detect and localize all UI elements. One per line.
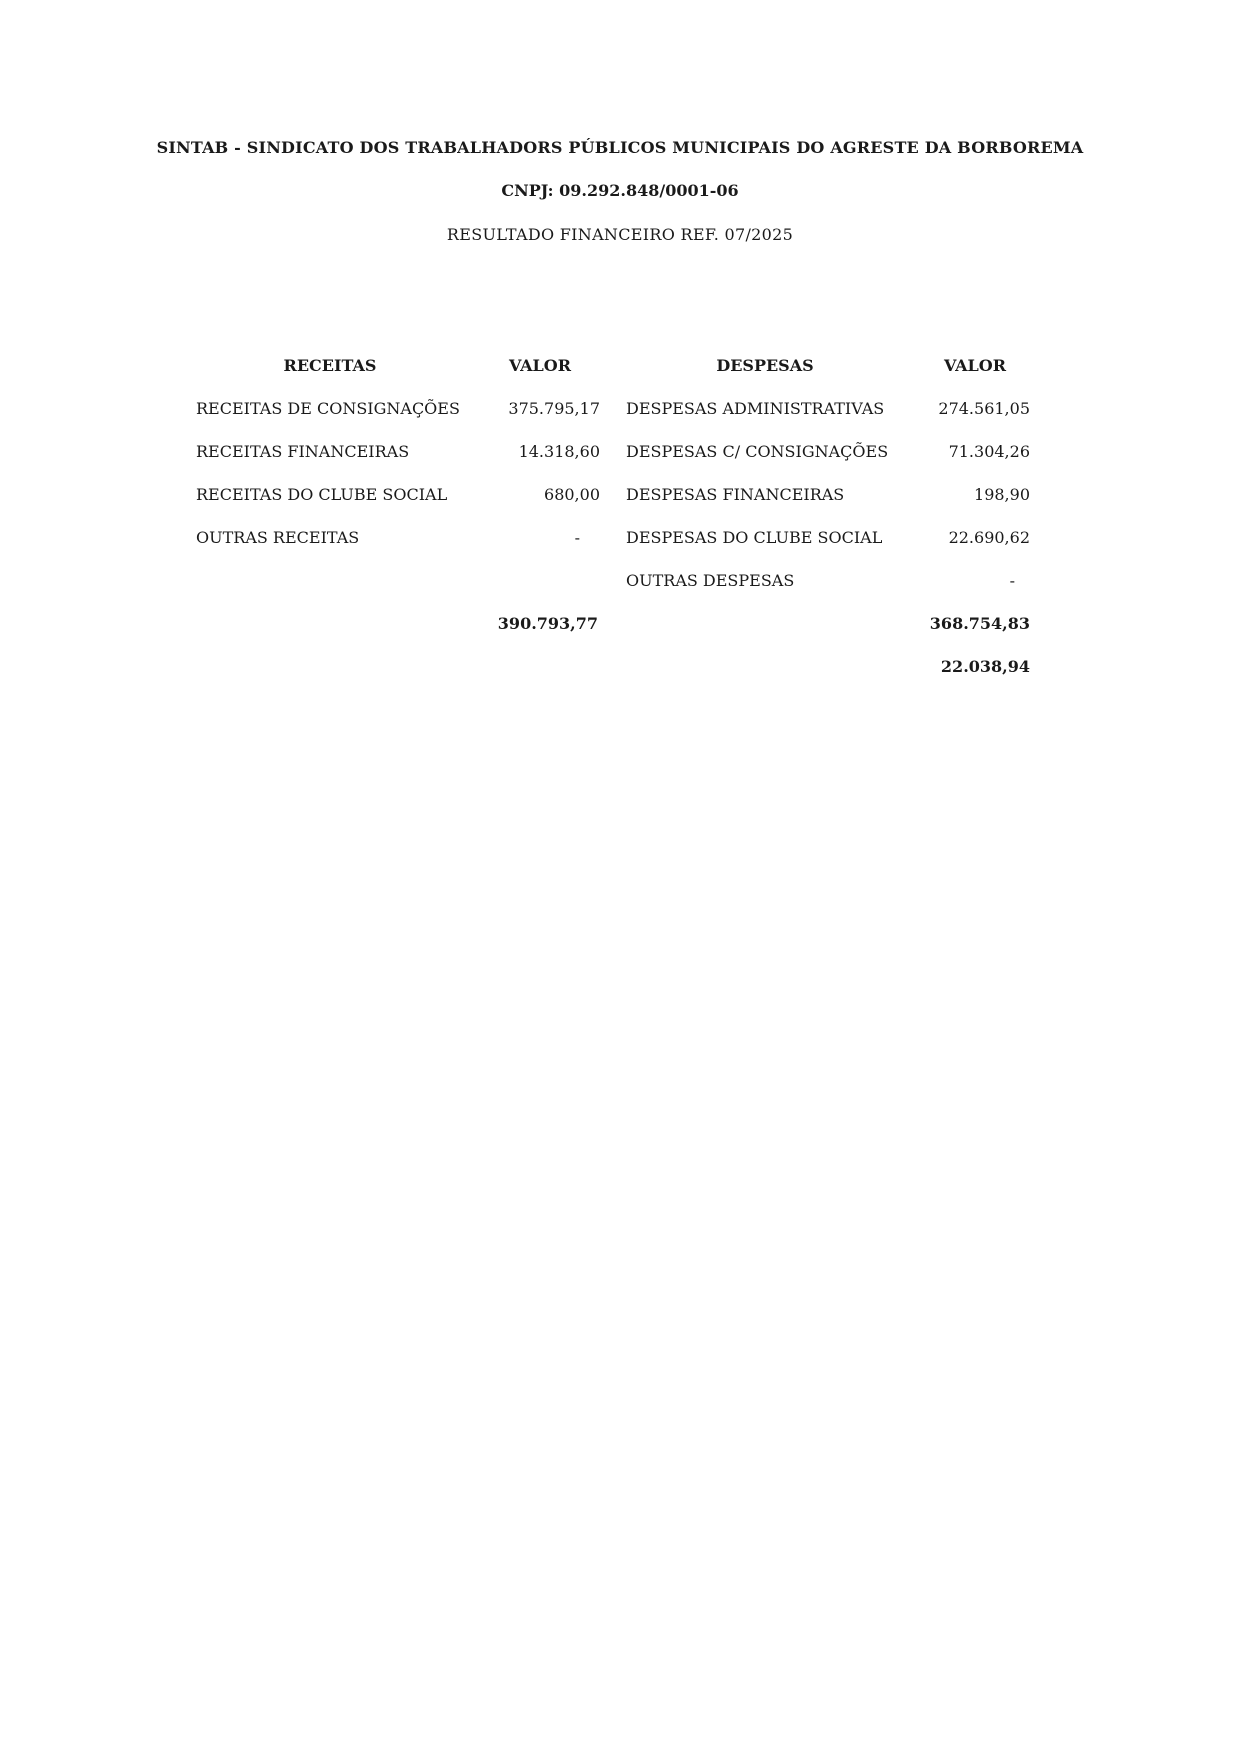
receitas-valor-header: VALOR [508, 356, 572, 375]
organization-title: SINTAB - SINDICATO DOS TRABALHADORS PÚBLICOS MUNICIPAIS DO AGRESTE DA BORBOREMA [156, 138, 1084, 157]
receita-label: OUTRAS RECEITAS [196, 528, 360, 547]
despesa-value: 198,90 [974, 485, 1030, 504]
receita-value: 14.318,60 [518, 442, 600, 461]
despesa-value: 71.304,26 [948, 442, 1030, 461]
despesa-label: DESPESAS DO CLUBE SOCIAL [626, 528, 883, 547]
receita-value: 680,00 [544, 485, 600, 504]
receita-label: RECEITAS DO CLUBE SOCIAL [196, 485, 448, 504]
cnpj-line: CNPJ: 09.292.848/0001-06 [501, 181, 739, 200]
despesas-valor-header: VALOR [943, 356, 1007, 375]
resultado-value: 22.038,94 [940, 657, 1030, 676]
despesa-value: 22.690,62 [948, 528, 1030, 547]
despesa-value: - [1009, 571, 1015, 590]
receita-label: RECEITAS FINANCEIRAS [196, 442, 410, 461]
despesa-label: OUTRAS DESPESAS [626, 571, 795, 590]
despesas-header: DESPESAS [716, 356, 814, 375]
despesa-label: DESPESAS C/ CONSIGNAÇÕES [626, 442, 889, 461]
despesa-label: DESPESAS FINANCEIRAS [626, 485, 845, 504]
report-reference: RESULTADO FINANCEIRO REF. 07/2025 [446, 225, 794, 244]
despesa-value: 274.561,05 [938, 399, 1030, 418]
despesa-label: DESPESAS ADMINISTRATIVAS [626, 399, 885, 418]
total-despesas: 368.754,83 [929, 614, 1030, 633]
receita-value: 375.795,17 [508, 399, 600, 418]
receitas-header: RECEITAS [283, 356, 377, 375]
total-receitas: 390.793,77 [497, 614, 598, 633]
receita-value: - [574, 528, 580, 547]
receita-label: RECEITAS DE CONSIGNAÇÕES [196, 399, 460, 418]
